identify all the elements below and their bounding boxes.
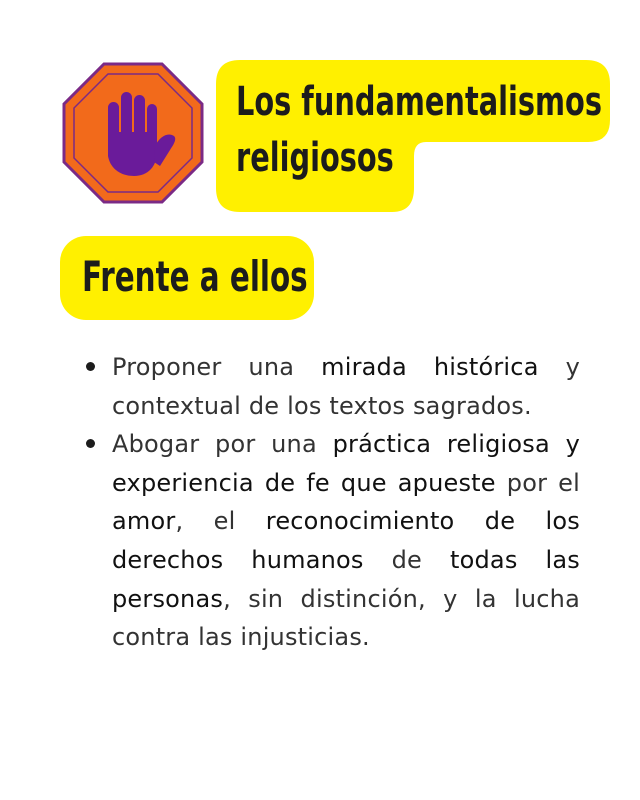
bullet-highlight: práctica religiosa y experiencia de fe que apueste <box>112 430 580 497</box>
bullet-highlight: reconocimiento de los derechos humanos <box>112 507 580 574</box>
title-banner <box>216 60 610 212</box>
bullet-highlight: amor <box>112 507 176 536</box>
subtitle: Frente a ellos <box>82 252 308 301</box>
bullet-text: de <box>363 545 450 574</box>
stop-hand-icon <box>62 62 204 204</box>
title-line-2: religiosos <box>236 135 394 181</box>
subtitle-banner <box>60 236 314 320</box>
bullet-text: por el <box>495 468 580 497</box>
page-title <box>236 74 602 186</box>
bullet-highlight: todas las personas <box>112 545 581 613</box>
bullet-text: , el <box>175 507 266 536</box>
bullet-text: y contextual de los textos sagrados. <box>112 353 580 420</box>
bullet-text: Proponer una <box>112 353 322 381</box>
bullet-text: Abogar por una <box>112 430 333 459</box>
bullet-dot <box>86 362 95 371</box>
bullet-highlight: mirada histórica <box>321 353 539 381</box>
bullet-text: , sin distinción, y la lucha contra las injusticias. <box>112 584 580 652</box>
bullet-list <box>86 348 580 657</box>
title-line-1: Los fundamentalismos <box>236 79 602 125</box>
bullet-item <box>86 348 580 425</box>
bullet-dot <box>86 439 95 448</box>
bullet-item <box>86 425 580 657</box>
